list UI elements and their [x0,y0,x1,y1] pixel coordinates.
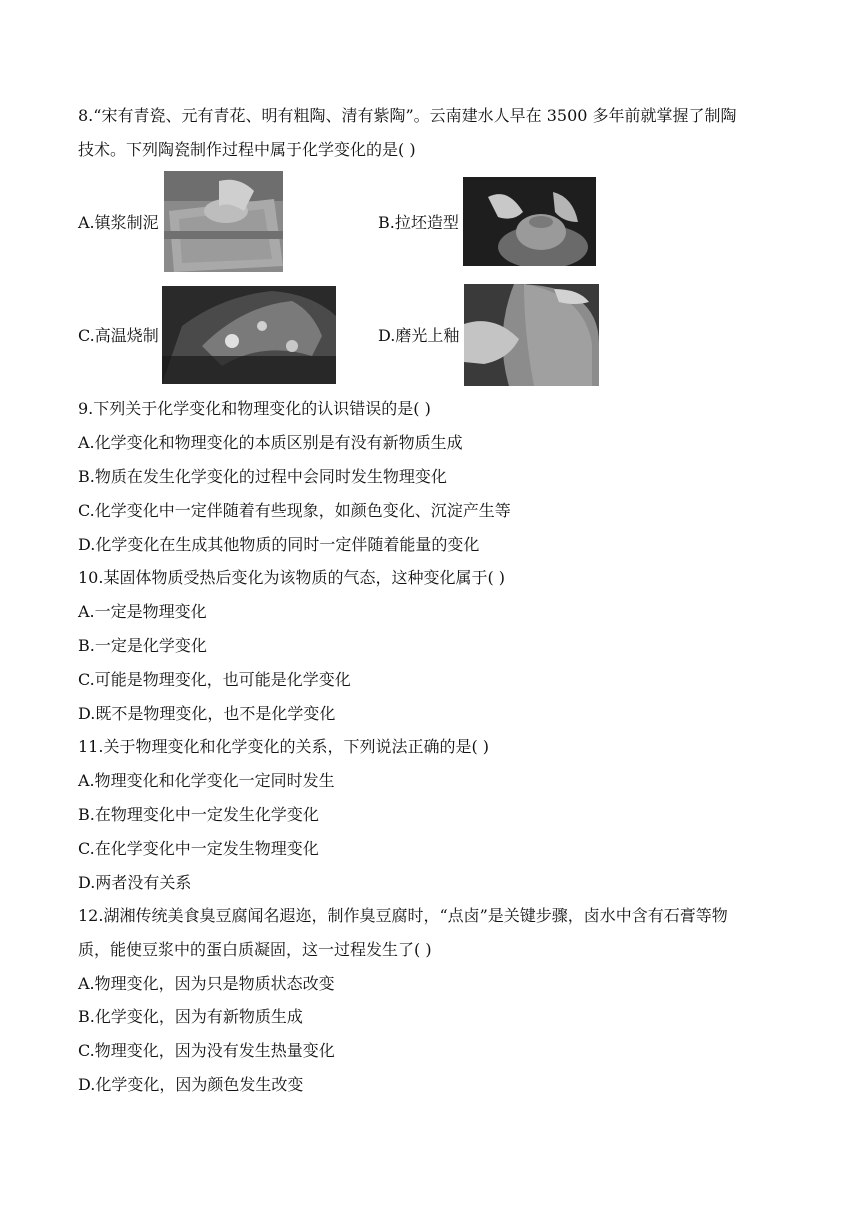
q12-stem-line1: 12.湖湘传统美食臭豆腐闻名遐迩，制作臭豆腐时，“点卤”是关键步骤，卤水中含有石膏等物 [78,906,728,925]
q8-option-c-label: C.高温烧制 [78,326,159,345]
q12-option-b: B.化学变化，因为有新物质生成 [78,1007,303,1026]
q10-option-d: D.既不是物理变化，也不是化学变化 [78,704,336,723]
mud-mixing-photo [164,171,283,272]
q10-option-a: A.一定是物理变化 [78,602,207,621]
pottery-wheel-photo [463,177,596,266]
q9-option-d: D.化学变化在生成其他物质的同时一定伴随着能量的变化 [78,535,480,554]
q9-option-c: C.化学变化中一定伴随着有些现象，如颜色变化、沉淀产生等 [78,501,511,520]
q9-stem: 9.下列关于化学变化和物理变化的认识错误的是( ) [78,399,431,418]
q8-option-b-label: B.拉坯造型 [378,213,459,232]
q12-option-c: C.物理变化，因为没有发生热量变化 [78,1041,335,1060]
q11-option-d: D.两者没有关系 [78,873,192,892]
q9-option-a: A.化学变化和物理变化的本质区别是有没有新物质生成 [78,433,463,452]
q8-option-d-label: D.磨光上釉 [378,326,460,345]
q9-option-b: B.物质在发生化学变化的过程中会同时发生物理变化 [78,467,447,486]
q8-option-a-label: A.镇浆制泥 [78,213,159,232]
q11-option-c: C.在化学变化中一定发生物理变化 [78,839,319,858]
glazing-photo [464,284,599,386]
q8-stem-line2: 技术。下列陶瓷制作过程中属于化学变化的是( ) [78,140,416,159]
q12-option-a: A.物理变化，因为只是物质状态改变 [78,974,335,993]
q12-stem-line2: 质，能使豆浆中的蛋白质凝固，这一过程发生了( ) [78,940,432,959]
q11-option-a: A.物理变化和化学变化一定同时发生 [78,771,335,790]
q8-stem-line1: 8.“宋有青瓷、元有青花、明有粗陶、清有紫陶”。云南建水人早在 3500 多年前就掌握了制陶 [78,106,737,125]
q12-option-d: D.化学变化，因为颜色发生改变 [78,1075,304,1094]
q10-option-b: B.一定是化学变化 [78,636,207,655]
q10-option-c: C.可能是物理变化，也可能是化学变化 [78,670,351,689]
q11-option-b: B.在物理变化中一定发生化学变化 [78,805,319,824]
q11-stem: 11.关于物理变化和化学变化的关系，下列说法正确的是( ) [78,737,490,756]
kiln-firing-photo [162,286,336,384]
q10-stem: 10.某固体物质受热后变化为该物质的气态，这种变化属于( ) [78,568,506,587]
